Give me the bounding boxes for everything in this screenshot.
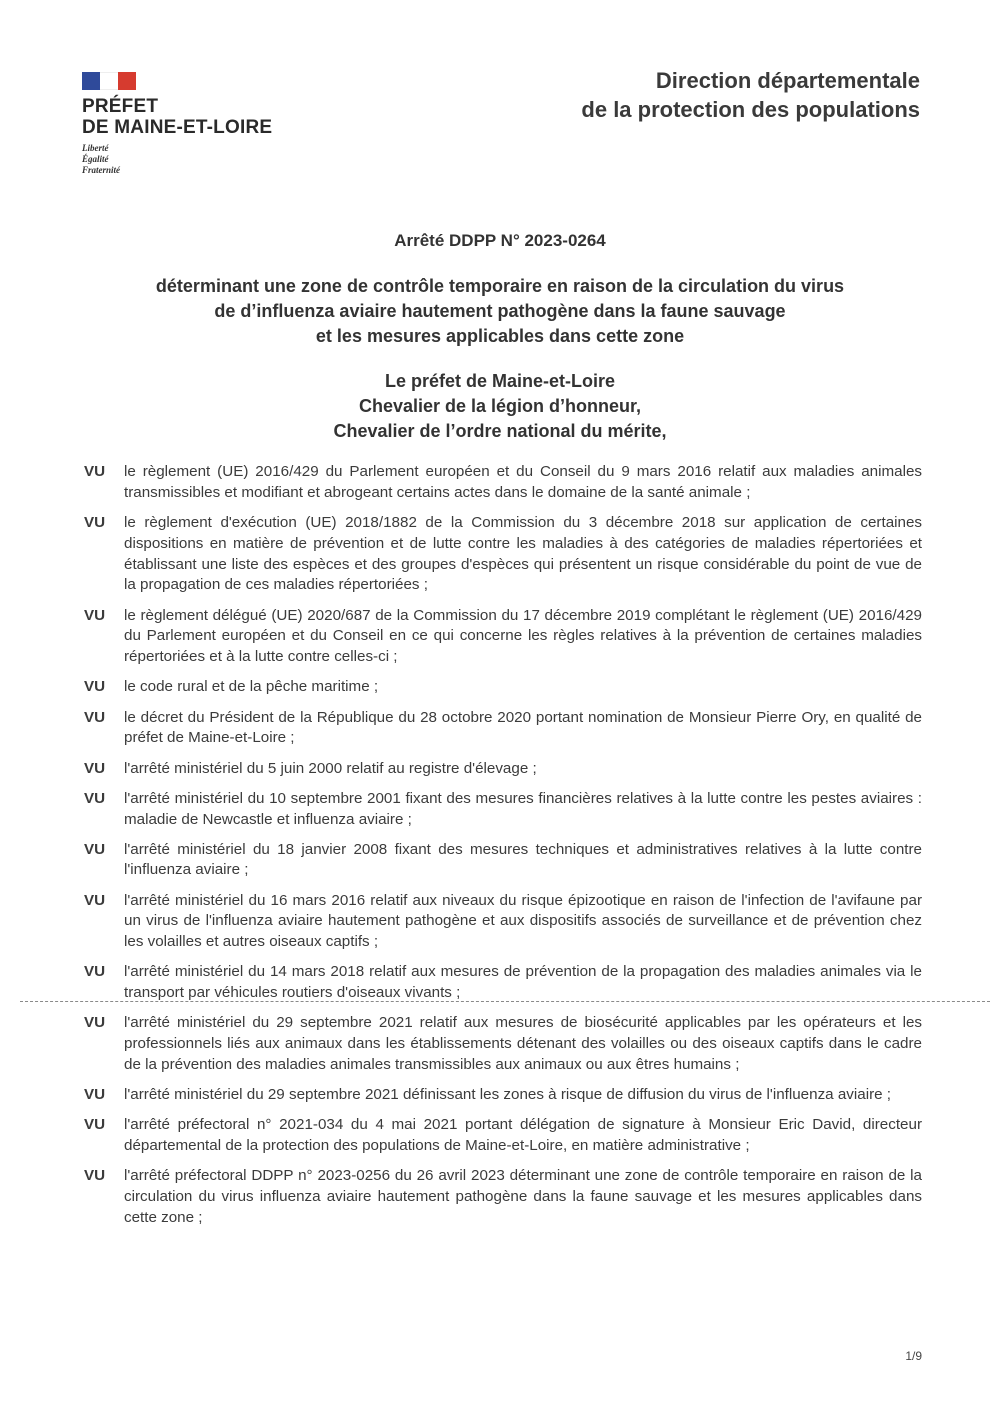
consideration-text: le code rural et de la pêche maritime ; [124, 678, 379, 696]
subject-line-2: de d’influenza aviaire hautement pathogène dans la faune sauvage [214, 301, 786, 321]
consideration-item [84, 789, 922, 831]
consideration-item [84, 962, 922, 1004]
direction-line1: Direction départementale [655, 68, 920, 93]
vu-label: VU [84, 963, 106, 981]
consideration-item [84, 840, 922, 882]
consideration-item [84, 1115, 922, 1157]
consideration-item [84, 708, 922, 750]
subject-line-3: et les mesures applicables dans cette zone [315, 326, 685, 346]
direction-heading [581, 66, 920, 124]
decree-number: Arrêté DDPP N° 2023-0264 [394, 231, 606, 250]
vu-label: VU [84, 678, 106, 696]
consideration-text: l'arrêté ministériel du 29 septembre 2021 relatif aux mesures de biosécurité applicables par les opérateurs et les professionnels liés aux animaux dans les établissements détenant des volailles ou des oiseaux captifs dans le cadre de la prévention des maladies animales transmissibles aux animaux ou aux êtres humains ; [124, 1014, 922, 1074]
vu-label: VU [84, 1014, 106, 1032]
vu-label: VU [84, 1167, 106, 1185]
consideration-text: le règlement (UE) 2016/429 du Parlement européen et du Conseil du 9 mars 2016 relatif aux maladies animales transmissibles et modifiant et abrogeant certains actes dans le domaine de la santé animale ; [124, 463, 922, 501]
consideration-text: l'arrêté ministériel du 29 septembre 2021 définissant les zones à risque de diffusion du virus de l'influenza aviaire ; [124, 1086, 892, 1104]
vu-label: VU [84, 513, 106, 531]
vu-label: VU [84, 1116, 106, 1134]
vu-label: VU [84, 891, 106, 909]
motto [82, 143, 272, 176]
consideration-item [84, 513, 922, 596]
consideration-text: l'arrêté ministériel du 10 septembre 2001 fixant des mesures financières relatives à la lutte contre les pestes aviaires : maladie de Newcastle et influenza aviaire ; [124, 789, 922, 828]
prefecture-logo [82, 72, 272, 176]
considerations-list [84, 462, 922, 1238]
vu-label: VU [84, 463, 106, 480]
consideration-text: le règlement d'exécution (UE) 2018/1882 de la Commission du 3 décembre 2018 sur application de certaines dispositions en matière de prévention et de lutte contre les maladies à des catégories de maladies répertoriées et établissant une liste des espèces et des groupes d'espèces qui présentent un risque considérable du point de vue de la propagation de ces maladies répertoriées ; [124, 513, 922, 594]
motto-egalite: Égalité [82, 154, 109, 164]
page-number: 1/9 [905, 1349, 922, 1363]
authority-line-1: Le préfet de Maine-et-Loire [384, 371, 616, 391]
consideration-item [84, 462, 922, 504]
scan-fold-line [20, 1001, 990, 1002]
vu-label: VU [84, 759, 106, 777]
consideration-item [84, 1013, 922, 1075]
consideration-text: l'arrêté ministériel du 18 janvier 2008 fixant des mesures techniques et administratives relatives à la lutte contre l'influenza aviaire ; [124, 840, 922, 879]
consideration-text: l'arrêté préfectoral DDPP n° 2023-0256 du 26 avril 2023 déterminant une zone de contrôle temporaire en raison de la circulation du virus influenza aviaire hautement pathogène dans la faune sauvage et les mesures applicables dans cette zone ; [124, 1167, 922, 1226]
french-flag-icon [82, 72, 136, 90]
consideration-item [84, 759, 922, 780]
consideration-item [84, 1085, 922, 1106]
motto-liberte: Liberté [82, 143, 109, 153]
org-name-line2: DE MAINE-ET-LOIRE [82, 117, 273, 138]
subject-line-1: déterminant une zone de contrôle temporaire en raison de la circulation du virus [155, 276, 845, 296]
vu-label: VU [84, 708, 106, 726]
consideration-item [84, 891, 922, 953]
direction-line2: de la protection des populations [581, 97, 920, 122]
vu-label: VU [84, 840, 106, 858]
consideration-text: l'arrêté préfectoral n° 2021-034 du 4 mai 2021 portant délégation de signature à Monsieur Eric David, directeur départemental de la protection des populations de Maine-et-Loire, en matière administrative ; [124, 1116, 922, 1155]
vu-label: VU [84, 606, 106, 624]
vu-label: VU [84, 1086, 106, 1104]
decree-subject [0, 274, 1000, 349]
authority-line-2: Chevalier de la légion d’honneur, [358, 396, 642, 416]
org-name-line1: PRÉFET [82, 96, 159, 117]
authority-line-3: Chevalier de l’ordre national du mérite, [333, 421, 667, 441]
vu-label: VU [84, 789, 106, 807]
consideration-text: l'arrêté ministériel du 5 juin 2000 relatif au registre d'élevage ; [124, 759, 537, 777]
consideration-text: l'arrêté ministériel du 14 mars 2018 relatif aux mesures de prévention de la propagation des maladies animales via le transport par véhicules routiers d'oiseaux vivants ; [124, 963, 922, 1002]
consideration-text: l'arrêté ministériel du 16 mars 2016 relatif aux niveaux du risque épizootique en raison de l'infection de l'avifaune par un virus de l'influenza aviaire hautement pathogène et aux dispositifs associés de surveillance et de prévention chez les volailles et autres oiseaux captifs ; [124, 891, 922, 951]
consideration-item [84, 677, 922, 698]
consideration-text: le règlement délégué (UE) 2020/687 de la Commission du 17 décembre 2019 complétant le règlement (UE) 2016/429 du Parlement européen et du Conseil en ce qui concerne les règles relatives à la prévention de certaines maladies répertoriées et à la lutte contre celles-ci ; [124, 606, 922, 666]
authority-block [0, 369, 1000, 444]
consideration-item [84, 1166, 922, 1228]
consideration-text: le décret du Président de la République du 28 octobre 2020 portant nomination de Monsieur Pierre Ory, en qualité de préfet de Maine-et-Loire ; [124, 708, 922, 747]
consideration-item [84, 606, 922, 668]
motto-fraternite: Fraternité [82, 165, 121, 175]
